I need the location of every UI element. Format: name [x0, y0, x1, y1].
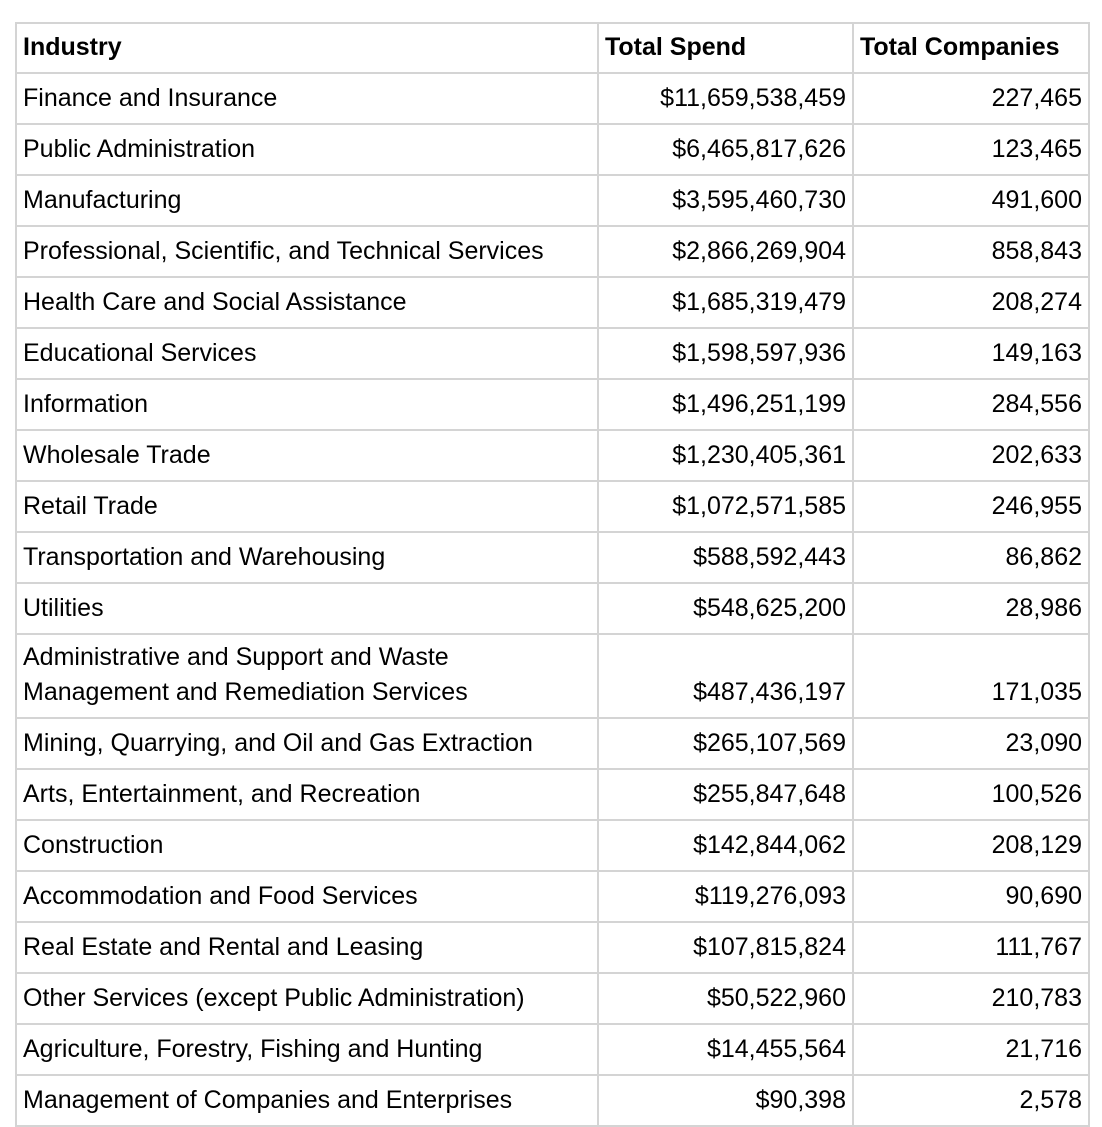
table-row	[16, 634, 1089, 718]
table-row	[16, 328, 1089, 379]
spend-cell[interactable]: $588,592,443	[598, 532, 853, 583]
table-row	[16, 718, 1089, 769]
spend-cell[interactable]: $1,685,319,479	[598, 277, 853, 328]
industry-cell[interactable]: Manufacturing	[16, 175, 598, 226]
spend-cell[interactable]: $14,455,564	[598, 1024, 853, 1075]
industry-cell[interactable]: Wholesale Trade	[16, 430, 598, 481]
companies-cell[interactable]: 111,767	[853, 922, 1089, 973]
spend-cell[interactable]: $107,815,824	[598, 922, 853, 973]
table-row	[16, 481, 1089, 532]
spend-cell[interactable]: $1,496,251,199	[598, 379, 853, 430]
companies-cell[interactable]: 491,600	[853, 175, 1089, 226]
spend-cell[interactable]: $548,625,200	[598, 583, 853, 634]
table-row	[16, 532, 1089, 583]
spend-cell[interactable]: $1,230,405,361	[598, 430, 853, 481]
companies-cell[interactable]: 210,783	[853, 973, 1089, 1024]
industry-cell[interactable]: Arts, Entertainment, and Recreation	[16, 769, 598, 820]
industry-cell[interactable]: Real Estate and Rental and Leasing	[16, 922, 598, 973]
table-row	[16, 226, 1089, 277]
industry-spend-table	[15, 22, 1090, 1127]
table-row	[16, 73, 1089, 124]
table-row	[16, 430, 1089, 481]
table-row	[16, 871, 1089, 922]
industry-cell[interactable]: Professional, Scientific, and Technical Services	[16, 226, 598, 277]
spend-cell[interactable]: $2,866,269,904	[598, 226, 853, 277]
companies-cell[interactable]: 23,090	[853, 718, 1089, 769]
companies-cell[interactable]: 21,716	[853, 1024, 1089, 1075]
industry-cell[interactable]: Administrative and Support and Waste Management and Remediation Services	[16, 634, 598, 718]
table-row	[16, 124, 1089, 175]
industry-cell[interactable]: Other Services (except Public Administration)	[16, 973, 598, 1024]
companies-cell[interactable]: 858,843	[853, 226, 1089, 277]
table-row	[16, 583, 1089, 634]
table-row	[16, 175, 1089, 226]
companies-cell[interactable]: 86,862	[853, 532, 1089, 583]
industry-cell[interactable]: Public Administration	[16, 124, 598, 175]
industry-cell[interactable]: Finance and Insurance	[16, 73, 598, 124]
spend-cell[interactable]: $11,659,538,459	[598, 73, 853, 124]
companies-cell[interactable]: 149,163	[853, 328, 1089, 379]
companies-cell[interactable]: 100,526	[853, 769, 1089, 820]
companies-cell[interactable]: 28,986	[853, 583, 1089, 634]
industry-cell[interactable]: Construction	[16, 820, 598, 871]
spend-cell[interactable]: $3,595,460,730	[598, 175, 853, 226]
spend-cell[interactable]: $6,465,817,626	[598, 124, 853, 175]
table-row	[16, 1075, 1089, 1126]
industry-cell[interactable]: Health Care and Social Assistance	[16, 277, 598, 328]
industry-cell[interactable]: Retail Trade	[16, 481, 598, 532]
industry-cell[interactable]: Mining, Quarrying, and Oil and Gas Extraction	[16, 718, 598, 769]
spend-cell[interactable]: $1,072,571,585	[598, 481, 853, 532]
table-header-row	[16, 23, 1089, 73]
spend-cell[interactable]: $265,107,569	[598, 718, 853, 769]
table-row	[16, 379, 1089, 430]
header-total-companies[interactable]: Total Companies	[853, 23, 1089, 73]
table-row	[16, 1024, 1089, 1075]
industry-cell[interactable]: Transportation and Warehousing	[16, 532, 598, 583]
spend-cell[interactable]: $119,276,093	[598, 871, 853, 922]
companies-cell[interactable]: 202,633	[853, 430, 1089, 481]
spend-cell[interactable]: $487,436,197	[598, 634, 853, 718]
companies-cell[interactable]: 171,035	[853, 634, 1089, 718]
companies-cell[interactable]: 208,274	[853, 277, 1089, 328]
companies-cell[interactable]: 284,556	[853, 379, 1089, 430]
companies-cell[interactable]: 246,955	[853, 481, 1089, 532]
header-total-spend[interactable]: Total Spend	[598, 23, 853, 73]
spend-cell[interactable]: $90,398	[598, 1075, 853, 1126]
companies-cell[interactable]: 123,465	[853, 124, 1089, 175]
industry-cell[interactable]: Accommodation and Food Services	[16, 871, 598, 922]
table-row	[16, 922, 1089, 973]
header-industry[interactable]: Industry	[16, 23, 598, 73]
companies-cell[interactable]: 208,129	[853, 820, 1089, 871]
spend-cell[interactable]: $142,844,062	[598, 820, 853, 871]
table-row	[16, 820, 1089, 871]
table-row	[16, 769, 1089, 820]
industry-cell[interactable]: Educational Services	[16, 328, 598, 379]
industry-cell[interactable]: Utilities	[16, 583, 598, 634]
table-row	[16, 277, 1089, 328]
spend-cell[interactable]: $255,847,648	[598, 769, 853, 820]
companies-cell[interactable]: 227,465	[853, 73, 1089, 124]
companies-cell[interactable]: 2,578	[853, 1075, 1089, 1126]
companies-cell[interactable]: 90,690	[853, 871, 1089, 922]
industry-cell[interactable]: Management of Companies and Enterprises	[16, 1075, 598, 1126]
industry-cell[interactable]: Information	[16, 379, 598, 430]
industry-cell[interactable]: Agriculture, Forestry, Fishing and Hunting	[16, 1024, 598, 1075]
table-row	[16, 973, 1089, 1024]
spend-cell[interactable]: $50,522,960	[598, 973, 853, 1024]
spend-cell[interactable]: $1,598,597,936	[598, 328, 853, 379]
